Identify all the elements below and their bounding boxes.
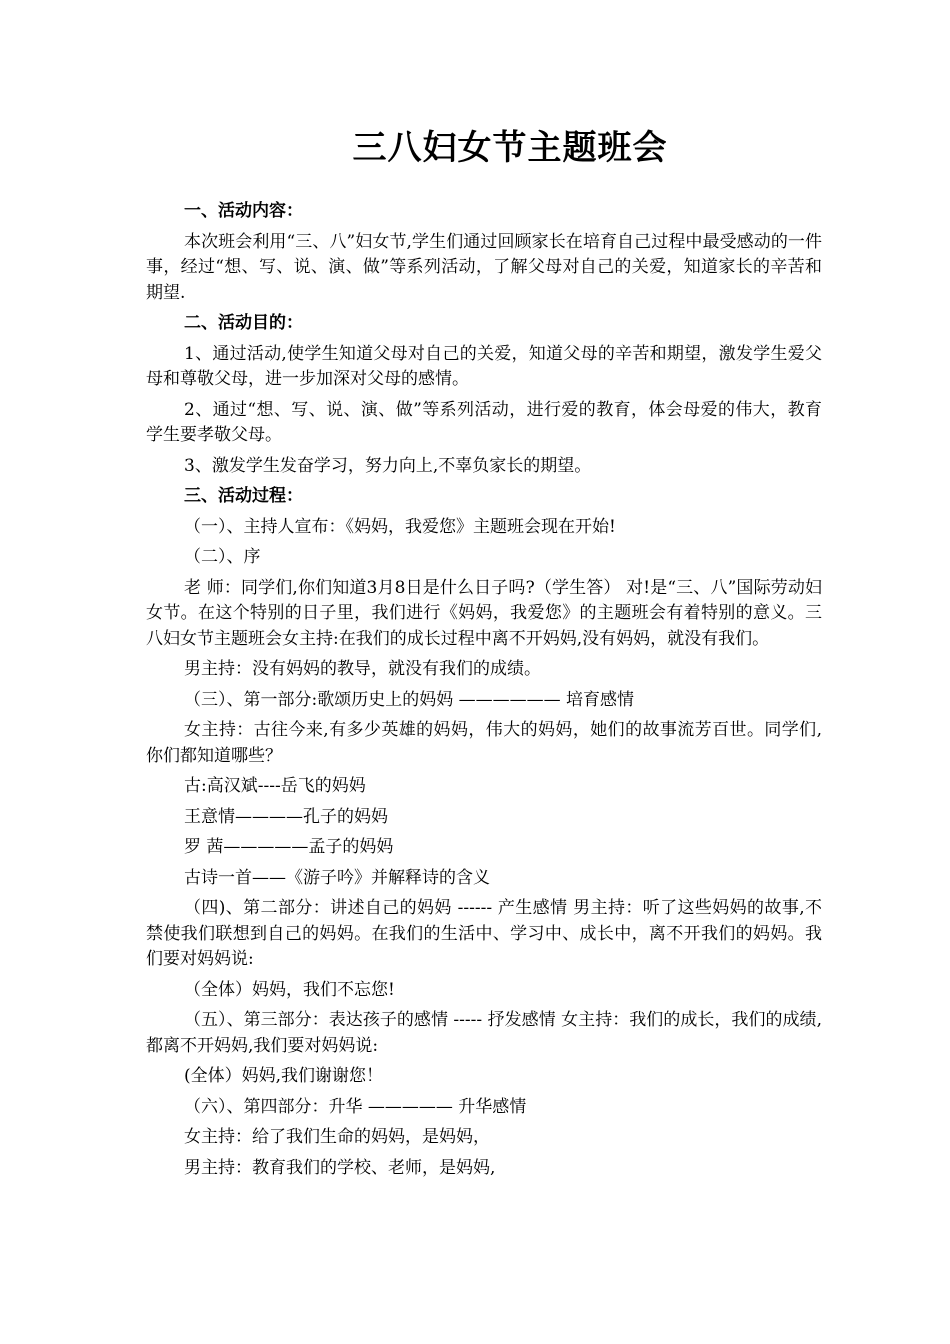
- body-paragraph: （四)、第二部分：讲述自己的妈妈 ------ 产生感情 男主持：听了这些妈妈的故事,不禁使我们联想到自己的妈妈。在我们的生活中、学习中、成长中，离不开我们的妈妈。我们要对妈妈说:: [146, 898, 822, 969]
- body-paragraph: （全体）妈妈，我们不忘您!: [184, 979, 395, 1000]
- body-paragraph: （五）、第三部分：表达孩子的感情 ----- 抒发感情 女主持：我们的成长，我们的成绩,都离不开妈妈,我们要对妈妈说:: [146, 1010, 822, 1056]
- section-heading: 一、活动内容：: [184, 201, 303, 221]
- body-paragraph: 男主持：没有妈妈的教导，就没有我们的成绩。: [184, 659, 541, 679]
- body-paragraph: 2、通过“想、写、说、演、做”等系列活动，进行爱的教育，体会母爱的伟大，教育学生要孝敬父母。: [146, 399, 822, 445]
- body-paragraph: （三）、第一部分:歌颂历史上的妈妈 —————— 培育感情: [184, 689, 635, 710]
- body-paragraph: 男主持：教育我们的学校、老师，是妈妈,: [184, 1157, 496, 1178]
- body-paragraph: 3、激发学生发奋学习，努力向上,不辜负家长的期望。: [184, 455, 592, 476]
- body-paragraph: 1、通过活动,使学生知道父母对自己的关爱，知道父母的辛苦和期望，激发学生爱父母和尊敬父母，进一步加深对父母的感情。: [146, 343, 822, 389]
- body-paragraph: 古:高汉斌----岳飞的妈妈: [184, 776, 366, 796]
- section-heading: 二、活动目的：: [184, 313, 303, 333]
- body-paragraph: (全体）妈妈,我们谢谢您！: [184, 1066, 384, 1086]
- body-paragraph: 古诗一首——《游子吟》并解释诗的含义: [184, 867, 490, 888]
- section-heading: 三、活动过程：: [184, 486, 303, 506]
- document-body: [146, 199, 822, 1186]
- body-paragraph: 本次班会利用“三、八”妇女节,学生们通过回顾家长在培育自己过程中最受感动的一件事，经过“想、写、说、演、做”等系列活动，了解父母对自己的关爱，知道家长的辛苦和期望.: [146, 231, 822, 303]
- body-paragraph: 女主持：古往今来,有多少英雄的妈妈，伟大的妈妈，她们的故事流芳百世。同学们,你们都知道哪些？: [146, 720, 822, 766]
- body-paragraph: （二）、序: [184, 547, 261, 567]
- body-paragraph: 老 师：同学们,你们知道3月8日是什么日子吗?（学生答） 对!是“三、八”国际劳动妇女节。在这个特别的日子里，我们进行《妈妈，我爱您》的主题班会有着特别的意义。三八妇女节主题班会女主持:在我们的成长过程中离不开妈妈,没有妈妈，就没有我们。: [146, 577, 822, 649]
- document-title: 三八妇女节主题班会: [352, 128, 668, 168]
- body-paragraph: （六）、第四部分：升华 ————— 升华感情: [184, 1096, 527, 1117]
- body-paragraph: 女主持：给了我们生命的妈妈，是妈妈，: [184, 1127, 490, 1147]
- body-paragraph: （一）、主持人宣布：《妈妈，我爱您》主题班会现在开始!: [184, 516, 616, 537]
- body-paragraph: 王意情————孔子的妈妈: [184, 806, 388, 827]
- body-paragraph: 罗 茜—————孟子的妈妈: [184, 837, 394, 857]
